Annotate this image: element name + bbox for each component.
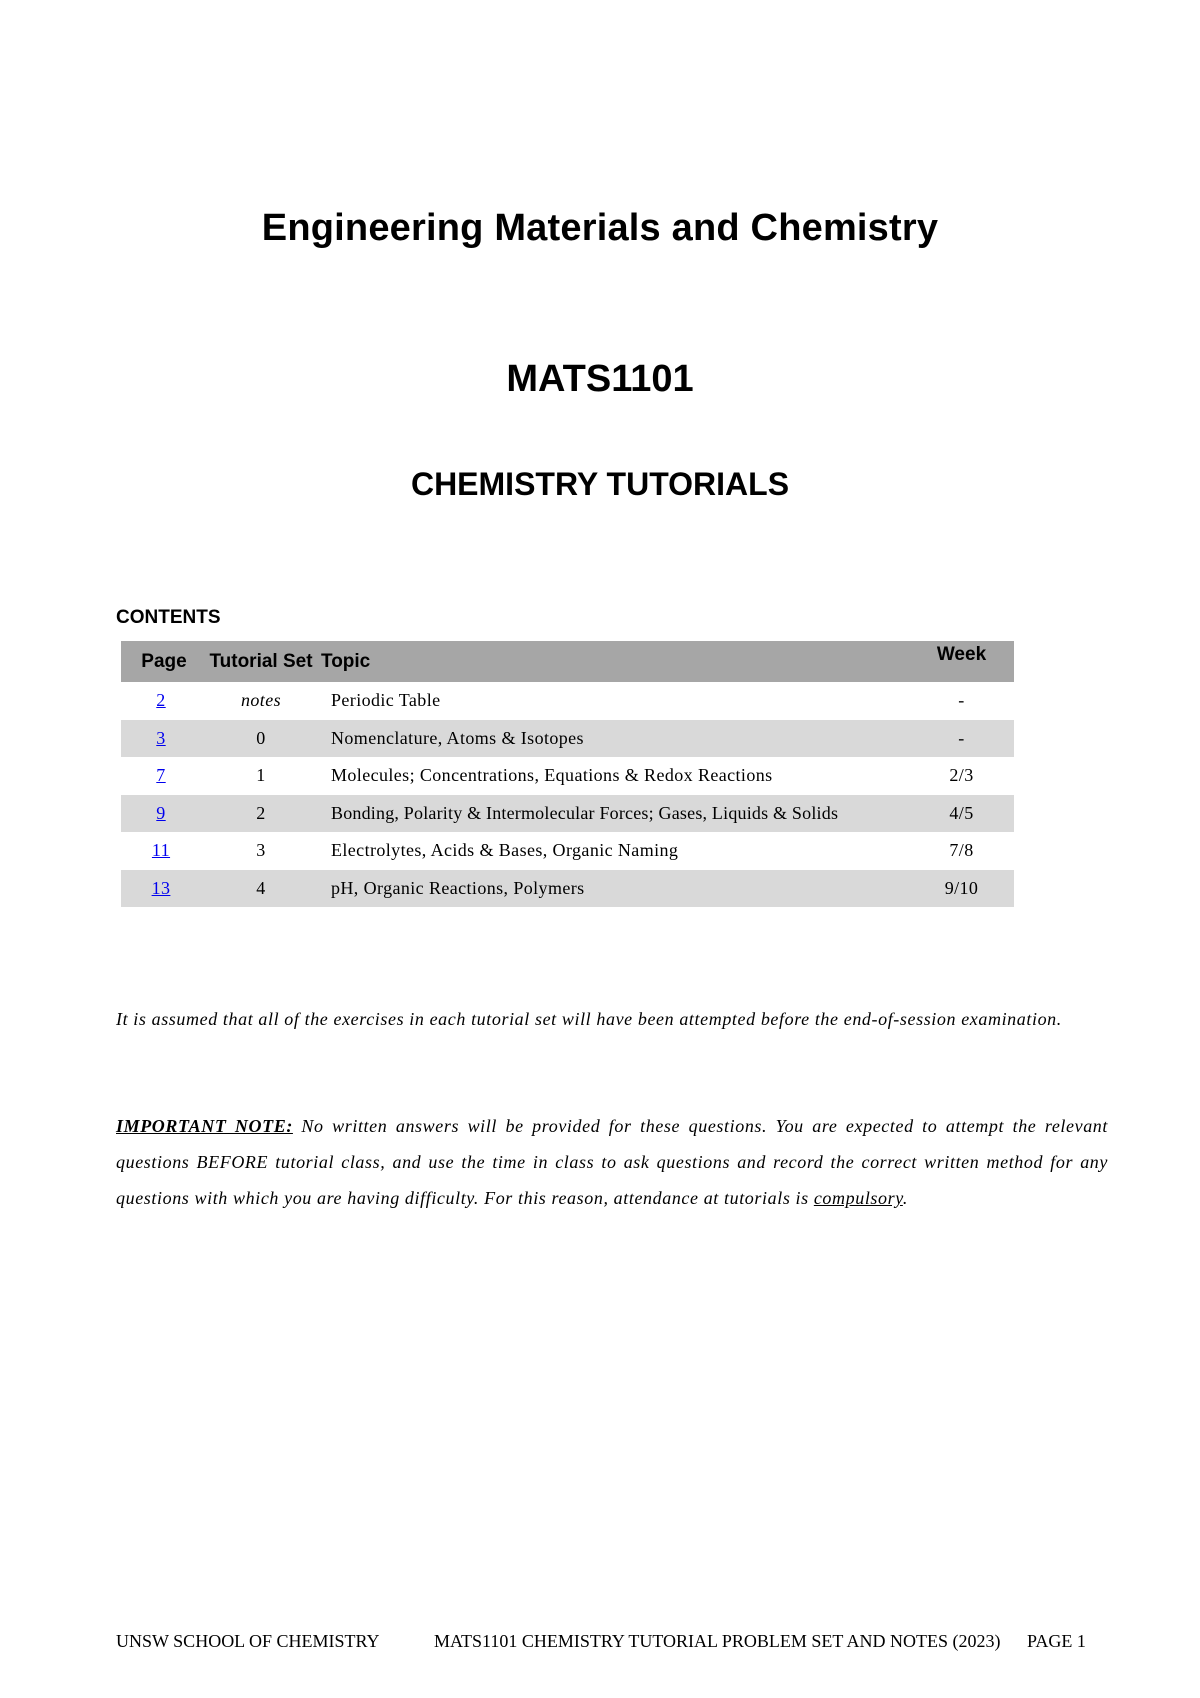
header-week: Week [909,641,1014,682]
week-cell: - [958,690,965,711]
tutorial-set-cell: 0 [201,720,321,758]
header-topic: Topic [321,641,909,682]
week-cell: - [909,720,1014,758]
week-cell: 2/3 [949,765,974,786]
important-note-end: . [902,1188,908,1208]
week-cell: 7/8 [949,840,974,861]
table-row [121,795,1014,833]
page-link[interactable]: 11 [151,840,171,861]
contents-table [121,641,1014,907]
tutorial-set-cell: 2 [201,795,321,833]
assumption-note: It is assumed that all of the exercises in each tutorial set will have been attempted before the end-of-session examination. [116,1009,1062,1029]
table-header-row [121,641,1014,682]
footer-school: UNSW SCHOOL OF CHEMISTRY [116,1631,380,1651]
contents-heading: CONTENTS [116,607,221,628]
tutorial-set-cell: 3 [256,840,266,861]
topic-cell: pH, Organic Reactions, Polymers [321,870,909,908]
topic-cell: Nomenclature, Atoms & Isotopes [321,720,909,758]
document-title: Engineering Materials and Chemistry [261,207,939,249]
course-code: MATS1101 [506,358,694,400]
header-tutorial-set: Tutorial Set [201,641,321,682]
topic-cell: Bonding, Polarity & Intermolecular Forces; Gases, Liquids & Solids [321,795,909,833]
tutorial-set-cell: 1 [256,765,266,786]
table-row [121,832,1014,870]
important-note [116,1108,1108,1216]
table-row [121,682,1014,720]
week-cell: 4/5 [909,795,1014,833]
tutorial-set-cell: notes [241,690,281,711]
document-subtitle: CHEMISTRY TUTORIALS [410,466,790,502]
page-link[interactable]: 3 [156,727,166,748]
table-row [121,720,1014,758]
page-link[interactable]: 2 [156,690,166,711]
important-note-label: IMPORTANT NOTE: [116,1116,293,1136]
topic-cell: Electrolytes, Acids & Bases, Organic Naming [331,840,679,861]
footer-page-number: PAGE 1 [1027,1631,1086,1651]
table-row [121,870,1014,908]
important-note-text: No written answers will be provided for these questions. You are expected to attempt the relevant questions BEFORE tutorial class, and use the time in class to ask questions and record the correct written method for any questions with which you are having difficulty. For this reason, attendance at tutorials is [116,1116,1108,1208]
page-link[interactable]: 9 [156,802,166,823]
tutorial-set-cell: 4 [201,870,321,908]
page-link[interactable]: 7 [156,765,166,786]
topic-cell: Periodic Table [331,690,441,711]
header-page: Page [121,641,201,682]
important-note-emphasis: compulsory [813,1188,903,1208]
footer-document-title: MATS1101 CHEMISTRY TUTORIAL PROBLEM SET AND NOTES (2023) [434,1631,1001,1651]
table-row [121,757,1014,795]
topic-cell: Molecules; Concentrations, Equations & Redox Reactions [331,765,773,786]
page-link[interactable]: 13 [151,877,171,898]
week-cell: 9/10 [909,870,1014,908]
